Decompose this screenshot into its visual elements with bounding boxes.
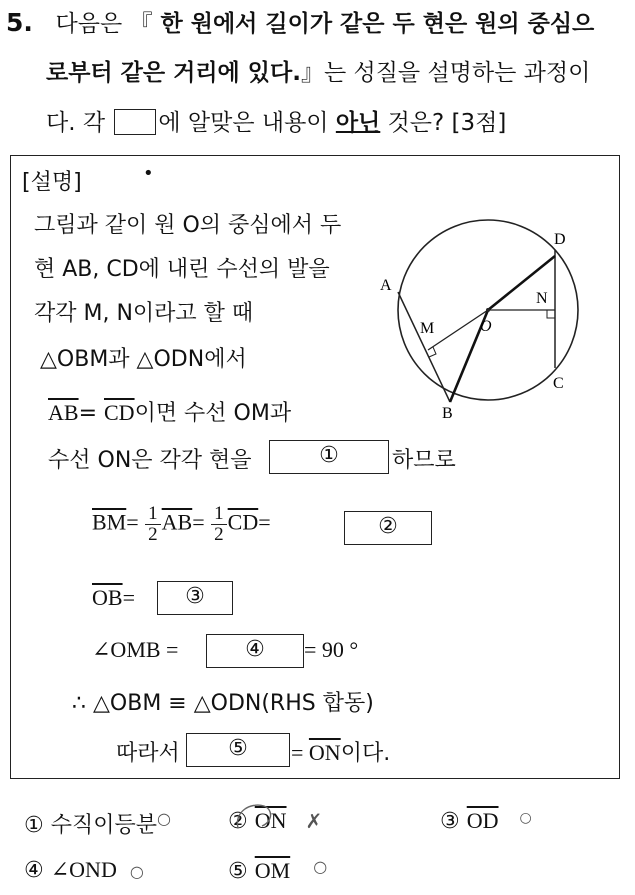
segment-ab-2: $\overline{AB}$ bbox=[161, 509, 193, 535]
blank-4-box: ④ bbox=[206, 634, 304, 668]
question-line-3 bbox=[46, 108, 506, 138]
choice-4-handmark: ○ bbox=[129, 862, 144, 881]
segment-ob: $\overline{OB}$ bbox=[92, 585, 123, 610]
center-point bbox=[486, 308, 490, 312]
ab-equals-cd-rest: 이면 수선 OM과 bbox=[134, 401, 292, 426]
ab-equals-cd-line bbox=[48, 396, 291, 427]
question-number: 5. bbox=[6, 8, 33, 37]
equals-1: = bbox=[126, 509, 139, 535]
question-text-1a: 다음은 『 bbox=[55, 11, 153, 37]
question-text-3c: 것은? [3점] bbox=[387, 110, 507, 136]
fraction-den-2: 2 bbox=[214, 524, 224, 545]
blank-3-box: ③ bbox=[157, 581, 233, 615]
question-text-2a: 로부터 같은 거리에 있다. bbox=[46, 60, 301, 86]
circle-diagram bbox=[370, 200, 600, 420]
explanation-header: [설명] bbox=[22, 170, 82, 195]
question-text-2b: 』는 성질을 설명하는 과정이 bbox=[300, 60, 591, 86]
choice-5-number: ⑤ bbox=[228, 859, 248, 884]
choice-1-number: ① bbox=[24, 813, 44, 838]
inline-blank-box bbox=[114, 109, 156, 135]
question-text-1b: 한 원에서 길이가 같은 두 현은 원의 중심으 bbox=[152, 11, 595, 37]
segment-bm: $\overline{BM}$ bbox=[92, 509, 127, 535]
choice-1[interactable] bbox=[24, 808, 171, 839]
choice-2-handmark: ✗ bbox=[305, 809, 323, 833]
blank-1-box: ① bbox=[269, 440, 389, 474]
fraction-den-1: 2 bbox=[148, 524, 158, 545]
choice-5-handmark: ○ bbox=[313, 857, 328, 876]
label-b: B bbox=[442, 405, 453, 420]
question-text-3a: 다. 각 bbox=[46, 110, 106, 136]
perp-line-end: 하므로 bbox=[392, 448, 456, 473]
fraction-half-1 bbox=[145, 504, 161, 545]
choice-4[interactable] bbox=[24, 857, 144, 883]
fraction-num-2: 1 bbox=[211, 504, 227, 525]
label-o: O bbox=[480, 318, 492, 335]
stray-dot: • bbox=[143, 163, 154, 184]
question-text-3b: 에 알맞은 내용이 bbox=[158, 110, 329, 136]
fraction-half-2 bbox=[211, 504, 227, 545]
explanation-line-4: △OBM과 △ODN에서 bbox=[40, 347, 247, 372]
congruence-line: ∴ △OBM ≡ △ODN(RHS 합동) bbox=[72, 691, 374, 716]
equals-2: = bbox=[192, 509, 205, 535]
fraction-num-1: 1 bbox=[145, 504, 161, 525]
choice-4-text: ∠OND bbox=[50, 857, 117, 882]
choice-3-handmark: ○ bbox=[519, 810, 532, 826]
explanation-line-1: 그림과 같이 원 O의 중심에서 두 bbox=[34, 213, 342, 238]
blank-2-box: ② bbox=[344, 511, 432, 545]
explanation-line-2: 현 AB, CD에 내린 수선의 발을 bbox=[34, 257, 330, 282]
segment-on: $\overline{ON}$ bbox=[308, 740, 341, 765]
question-line-2 bbox=[46, 58, 590, 88]
segment-cd: $\overline{CD}$ bbox=[104, 400, 135, 425]
choice-1-handmark: ○ bbox=[157, 809, 171, 828]
perp-line-start: 수선 ON은 각각 현을 bbox=[48, 448, 252, 473]
choice-4-number: ④ bbox=[24, 858, 44, 883]
choice-5-text: $\overline{OM}$ bbox=[254, 858, 291, 883]
label-d: D bbox=[554, 231, 566, 248]
label-c: C bbox=[553, 375, 564, 392]
omb-end: = 90 ° bbox=[304, 637, 359, 662]
choice-2-circle-mark bbox=[232, 798, 276, 836]
bm-equation bbox=[92, 504, 271, 545]
equals-sign: = bbox=[78, 401, 97, 426]
choice-1-text: 수직이등분 bbox=[50, 813, 157, 838]
question-emphasis: 아닌 bbox=[335, 110, 381, 136]
explanation-line-3: 각각 M, N이라고 할 때 bbox=[34, 301, 254, 326]
choice-5[interactable] bbox=[228, 857, 327, 884]
label-n: N bbox=[536, 290, 548, 307]
question-line-1 bbox=[6, 8, 594, 39]
blank-5-box: ⑤ bbox=[186, 733, 290, 767]
ob-equation bbox=[92, 585, 135, 611]
label-a: A bbox=[380, 277, 392, 294]
segment-cd-2: $\overline{CD}$ bbox=[227, 509, 259, 535]
therefore-end-text: 이다. bbox=[340, 741, 391, 766]
equals-4: = bbox=[122, 585, 135, 610]
therefore-end bbox=[291, 736, 390, 767]
label-m: M bbox=[420, 320, 435, 337]
equals-5: = bbox=[291, 740, 304, 765]
omb-label: ∠OMB = bbox=[92, 637, 179, 662]
choice-3-number: ③ bbox=[440, 809, 460, 834]
choice-2-number: ② bbox=[228, 809, 248, 834]
therefore-start: 따라서 bbox=[116, 741, 180, 766]
right-angle-n bbox=[547, 310, 555, 318]
equals-3: = bbox=[258, 509, 271, 535]
choice-2-text: $\overline{ON}$ bbox=[254, 808, 287, 833]
segment-ab: $\overline{AB}$ bbox=[48, 400, 79, 425]
choice-3[interactable] bbox=[440, 808, 532, 834]
choice-3-text: $\overline{OD}$ bbox=[466, 808, 499, 833]
